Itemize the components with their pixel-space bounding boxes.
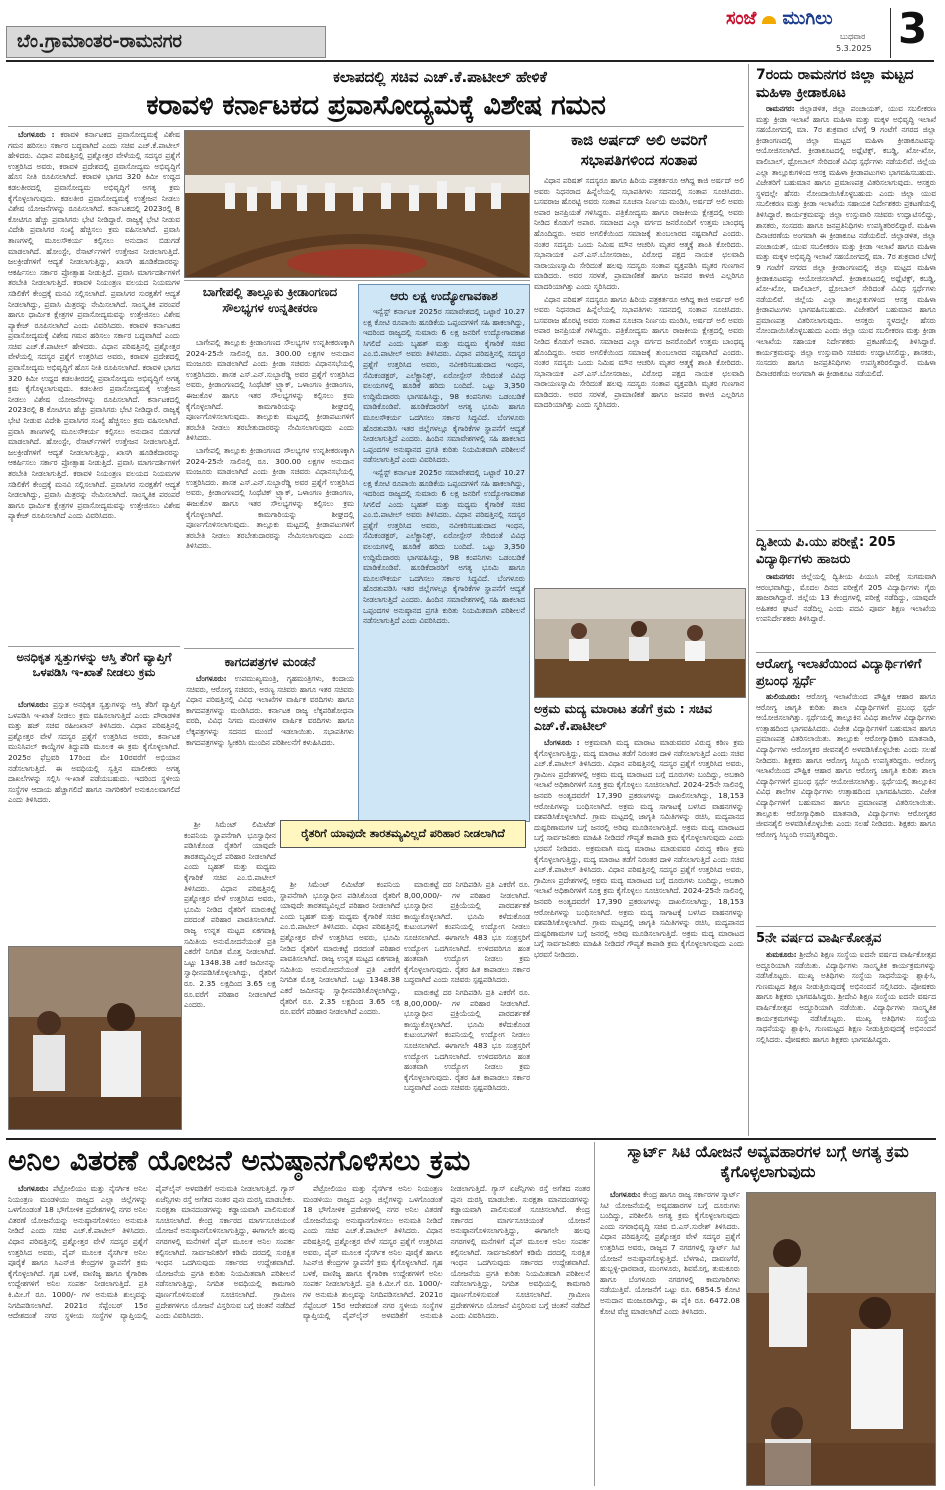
puc-body: ರಾಮನಗರ: ಜಿಲ್ಲೆಯಲ್ಲಿ ದ್ವಿತೀಯ ಪಿಯುಸಿ ಪರೀಕ್ಷೆ ಸುಗಮವಾಗಿ ಆರಂಭವಾಗಿದ್ದು, ಮೊದಲ ದಿನದ ಪರೀಕ್ಷೆಗೆ 205 ವಿದ್ಯಾರ್ಥಿಗಳು ಗೈರು ಹಾಜರಾಗಿದ್ದಾರೆ. ಜಿಲ್ಲೆಯ 13 ಕೇಂದ್ರಗಳಲ್ಲಿ ಪರೀಕ್ಷೆ ನಡೆದಿದ್ದು, ಯಾವುದೇ ಅಹಿತಕರ ಘಟನೆ ನಡೆದಿಲ್ಲ ಎಂದು ಪದವಿ ಪೂರ್ವ ಶಿಕ್ಷಣ ಇಲಾಖೆಯ ಉಪನಿರ್ದೇಶಕರು ತಿಳಿಸಿದ್ದಾರೆ. bbox=[756, 572, 936, 624]
brand-part1: ಸಂಜೆ bbox=[726, 8, 757, 29]
section-banner bbox=[6, 26, 326, 58]
assembly-photo bbox=[184, 130, 530, 278]
meeting-photo bbox=[534, 588, 746, 698]
liquor-body: ಬೆಂಗಳೂರು : ಅಕ್ರಮವಾಗಿ ಮದ್ಯ ಮಾರಾಟ ಮಾಡುವವರ ವಿರುದ್ಧ ಕಠಿಣ ಕ್ರಮ ಕೈಗೊಳ್ಳಲಾಗುತ್ತಿದ್ದು, ಮದ್ಯ ಮಾರಾಟ ತಡೆಗೆ ನಿರಂತರ ದಾಳಿ ನಡೆಸಲಾಗುತ್ತಿದೆ ಎಂದು ಸಚಿವ ಎಚ್.ಕೆ.ಪಾಟೀಲ್ ತಿಳಿಸಿದರು. ವಿಧಾನ ಪರಿಷತ್ತಿನಲ್ಲಿ ಸದಸ್ಯರ ಪ್ರಶ್ನೆಗೆ ಉತ್ತರಿಸಿದ ಅವರು, ಗ್ರಾಮೀಣ ಪ್ರದೇಶಗಳಲ್ಲಿ ಅಕ್ರಮ ಮದ್ಯ ಮಾರಾಟದ ಬಗ್ಗೆ ದೂರುಗಳು ಬಂದಿದ್ದು, ಅಬಕಾರಿ ಇಲಾಖೆ ಅಧಿಕಾರಿಗಳಿಗೆ ಸೂಕ್ತ ಕ್ರಮ ಕೈಗೊಳ್ಳಲು ಸೂಚಿಸಲಾಗಿದೆ. 2024-25ನೇ ಸಾಲಿನಲ್ಲಿ ಜನವರಿ ಅಂತ್ಯದವರೆಗೆ 17,390 ಪ್ರಕರಣಗಳನ್ನು ದಾಖಲಿಸಲಾಗಿದ್ದು, 18,153 ಆರೋಪಿಗಳನ್ನು ಬಂಧಿಸಲಾಗಿದೆ. ಅಕ್ರಮ ಮದ್ಯ ಸಾಗಾಟಕ್ಕೆ ಬಳಸಿದ ವಾಹನಗಳನ್ನು ವಶಪಡಿಸಿಕೊಳ್ಳಲಾಗಿದೆ. ಗ್ರಾಮ ಮಟ್ಟದಲ್ಲಿ ಜಾಗೃತಿ ಸಮಿತಿಗಳನ್ನು ರಚಿಸಿ, ಮದ್ಯಪಾನದ ದುಷ್ಪರಿಣಾಮಗಳ ಬಗ್ಗೆ ಜನರಲ್ಲಿ ಅರಿವು ಮೂಡಿಸಲಾಗುತ್ತಿದೆ. ಅಕ್ರಮ ಮದ್ಯ ಮಾರಾಟದ ಬಗ್ಗೆ ಸಾರ್ವಜನಿಕರು ಮಾಹಿತಿ ನೀಡಿದರೆ ಗೌಪ್ಯತೆ ಕಾಪಾಡಿ ಕ್ರಮ ಕೈಗೊಳ್ಳಲಾಗುವುದು ಎಂದು ಭರವಸೆ ನೀಡಿದರು. ಅಕ್ರಮವಾಗಿ ಮದ್ಯ ಮಾರಾಟ ಮಾಡುವವರ ವಿರುದ್ಧ ಕಠಿಣ ಕ್ರಮ ಕೈಗೊಳ್ಳಲಾಗುತ್ತಿದ್ದು, ಮದ್ಯ ಮಾರಾಟ ತಡೆಗೆ ನಿರಂತರ ದಾಳಿ ನಡೆಸಲಾಗುತ್ತಿದೆ ಎಂದು ಸಚಿವ ಎಚ್.ಕೆ.ಪಾಟೀಲ್ ತಿಳಿಸಿದರು. ವಿಧಾನ ಪರಿಷತ್ತಿನಲ್ಲಿ ಸದಸ್ಯರ ಪ್ರಶ್ನೆಗೆ ಉತ್ತರಿಸಿದ ಅವರು, ಗ್ರಾಮೀಣ ಪ್ರದೇಶಗಳಲ್ಲಿ ಅಕ್ರಮ ಮದ್ಯ ಮಾರಾಟದ ಬಗ್ಗೆ ದೂರುಗಳು ಬಂದಿದ್ದು, ಅಬಕಾರಿ ಇಲಾಖೆ ಅಧಿಕಾರಿಗಳಿಗೆ ಸೂಕ್ತ ಕ್ರಮ ಕೈಗೊಳ್ಳಲು ಸೂಚಿಸಲಾಗಿದೆ. 2024-25ನೇ ಸಾಲಿನಲ್ಲಿ ಜನವರಿ ಅಂತ್ಯದವರೆಗೆ 17,390 ಪ್ರಕರಣಗಳನ್ನು ದಾಖಲಿಸಲಾಗಿದ್ದು, 18,153 ಆರೋಪಿಗಳನ್ನು ಬಂಧಿಸಲಾಗಿದೆ. ಅಕ್ರಮ ಮದ್ಯ ಸಾಗಾಟಕ್ಕೆ ಬಳಸಿದ ವಾಹನಗಳನ್ನು ವಶಪಡಿಸಿಕೊಳ್ಳಲಾಗಿದೆ. ಗ್ರಾಮ ಮಟ್ಟದಲ್ಲಿ ಜಾಗೃತಿ ಸಮಿತಿಗಳನ್ನು ರಚಿಸಿ, ಮದ್ಯಪಾನದ ದುಷ್ಪರಿಣಾಮಗಳ ಬಗ್ಗೆ ಜನರಲ್ಲಿ ಅರಿವು ಮೂಡಿಸಲಾಗುತ್ತಿದೆ. ಅಕ್ರಮ ಮದ್ಯ ಮಾರಾಟದ ಬಗ್ಗೆ ಸಾರ್ವಜನಿಕರು ಮಾಹಿತಿ ನೀಡಿದರೆ ಗೌಪ್ಯತೆ ಕಾಪಾಡಿ ಕ್ರಮ ಕೈಗೊಳ್ಳಲಾಗುವುದು ಎಂದು ಭರವಸೆ ನೀಡಿದರು. bbox=[534, 738, 744, 959]
gas-body: ಬೆಂಗಳೂರು: ಪೆಟ್ರೋಲಿಯಂ ಮತ್ತು ನೈಸರ್ಗಿಕ ಅನಿಲ ನಿಯಂತ್ರಣ ಮಂಡಳಿಯು ರಾಜ್ಯದ ಎಲ್ಲಾ ಜಿಲ್ಲೆಗಳನ್ನು ಒಳಗೊಂಡಂತೆ 18 ಭೌಗೋಳಿಕ ಪ್ರದೇಶಗಳಲ್ಲಿ ನಗರ ಅನಿಲ ವಿತರಣೆ ಯೋಜನೆಯನ್ನು ಅನುಷ್ಠಾನಗೊಳಿಸಲು ಅನುಮತಿ ನೀಡಿದೆ ಎಂದು ಸಚಿವ ಎಚ್.ಕೆ.ಪಾಟೀಲ್ ತಿಳಿಸಿದರು. ವಿಧಾನ ಪರಿಷತ್ತಿನಲ್ಲಿ ಪ್ರಶ್ನೋತ್ತರ ವೇಳೆ ಸದಸ್ಯರ ಪ್ರಶ್ನೆಗೆ ಉತ್ತರಿಸಿದ ಅವರು, ಪೈಪ್ ಮೂಲಕ ನೈಸರ್ಗಿಕ ಅನಿಲ ಪೂರೈಕೆ ಹಾಗೂ ಸಿಎನ್‌ಜಿ ಕೇಂದ್ರಗಳ ಸ್ಥಾಪನೆಗೆ ಕ್ರಮ ಕೈಗೊಳ್ಳಲಾಗಿದೆ. ಗೃಹ ಬಳಕೆ, ವಾಣಿಜ್ಯ ಹಾಗೂ ಕೈಗಾರಿಕಾ ಉದ್ದೇಶಗಳಿಗೆ ಅನಿಲ ಸಂಪರ್ಕ ನೀಡಲಾಗುತ್ತಿದೆ. ಪ್ರತಿ ಕಿ.ಮೀ.ಗೆ ರೂ. 1000/- ಗಳ ಅನುಮತಿ ಶುಲ್ಕವನ್ನು ನಿಗದಿಪಡಿಸಲಾಗಿದೆ. 2021ರ ಸೆಪ್ಟೆಂಬರ್ 15ರ ಆದೇಶದಂತೆ ನಗರ ಸ್ಥಳೀಯ ಸಂಸ್ಥೆಗಳ ವ್ಯಾಪ್ತಿಯಲ್ಲಿ ಪೈಪ್‌ಲೈನ್ ಅಳವಡಿಕೆಗೆ ಅನುಮತಿ ನೀಡಲಾಗುತ್ತಿದೆ. ಗ್ಯಾಸ್ ಏಜೆನ್ಸಿಗಳು ರಸ್ತೆ ಅಗೆತದ ನಂತರ ಪುನಃ ದುರಸ್ತಿ ಮಾಡಬೇಕು. ಸುರಕ್ಷತಾ ಮಾನದಂಡಗಳನ್ನು ಕಡ್ಡಾಯವಾಗಿ ಪಾಲಿಸುವಂತೆ ಸೂಚಿಸಲಾಗಿದೆ. ಕೇಂದ್ರ ಸರ್ಕಾರದ ಮಾರ್ಗಸೂಚಿಯಂತೆ ಯೋಜನೆ ಅನುಷ್ಠಾನಗೊಳಿಸಲಾಗುತ್ತಿದ್ದು, ಈಗಾಗಲೇ ಹಲವು ನಗರಗಳಲ್ಲಿ ಮನೆಗಳಿಗೆ ಪೈಪ್ ಮೂಲಕ ಅನಿಲ ಸಂಪರ್ಕ ಕಲ್ಪಿಸಲಾಗಿದೆ. ಸಾರ್ವಜನಿಕರಿಗೆ ಕಡಿಮೆ ದರದಲ್ಲಿ ಸುರಕ್ಷಿತ ಇಂಧನ ಒದಗಿಸುವುದು ಸರ್ಕಾರದ ಉದ್ದೇಶವಾಗಿದೆ. ಯೋಜನೆಯ ಪ್ರಗತಿ ಕುರಿತು ನಿಯಮಿತವಾಗಿ ಪರಿಶೀಲನೆ ನಡೆಸಲಾಗುತ್ತಿದ್ದು, ನಿಗದಿತ ಅವಧಿಯಲ್ಲಿ ಕಾಮಗಾರಿ ಪೂರ್ಣಗೊಳಿಸುವಂತೆ ಸೂಚಿಸಲಾಗಿದೆ. ಗ್ರಾಮೀಣ ಪ್ರದೇಶಗಳಿಗೂ ಯೋಜನೆ ವಿಸ್ತರಿಸುವ ಬಗ್ಗೆ ಚಿಂತನೆ ನಡೆದಿದೆ ಎಂದು ವಿವರಿಸಿದರು. ಪೆಟ್ರೋಲಿಯಂ ಮತ್ತು ನೈಸರ್ಗಿಕ ಅನಿಲ ನಿಯಂತ್ರಣ ಮಂಡಳಿಯು ರಾಜ್ಯದ ಎಲ್ಲಾ ಜಿಲ್ಲೆಗಳನ್ನು ಒಳಗೊಂಡಂತೆ 18 ಭೌಗೋಳಿಕ ಪ್ರದೇಶಗಳಲ್ಲಿ ನಗರ ಅನಿಲ ವಿತರಣೆ ಯೋಜನೆಯನ್ನು ಅನುಷ್ಠಾನಗೊಳಿಸಲು ಅನುಮತಿ ನೀಡಿದೆ ಎಂದು ಸಚಿವ ಎಚ್.ಕೆ.ಪಾಟೀಲ್ ತಿಳಿಸಿದರು. ವಿಧಾನ ಪರಿಷತ್ತಿನಲ್ಲಿ ಪ್ರಶ್ನೋತ್ತರ ವೇಳೆ ಸದಸ್ಯರ ಪ್ರಶ್ನೆಗೆ ಉತ್ತರಿಸಿದ ಅವರು, ಪೈಪ್ ಮೂಲಕ ನೈಸರ್ಗಿಕ ಅನಿಲ ಪೂರೈಕೆ ಹಾಗೂ ಸಿಎನ್‌ಜಿ ಕೇಂದ್ರಗಳ ಸ್ಥಾಪನೆಗೆ ಕ್ರಮ ಕೈಗೊಳ್ಳಲಾಗಿದೆ. ಗೃಹ ಬಳಕೆ, ವಾಣಿಜ್ಯ ಹಾಗೂ ಕೈಗಾರಿಕಾ ಉದ್ದೇಶಗಳಿಗೆ ಅನಿಲ ಸಂಪರ್ಕ ನೀಡಲಾಗುತ್ತಿದೆ. ಪ್ರತಿ ಕಿ.ಮೀ.ಗೆ ರೂ. 1000/- ಗಳ ಅನುಮತಿ ಶುಲ್ಕವನ್ನು ನಿಗದಿಪಡಿಸಲಾಗಿದೆ. 2021ರ ಸೆಪ್ಟೆಂಬರ್ 15ರ ಆದೇಶದಂತೆ ನಗರ ಸ್ಥಳೀಯ ಸಂಸ್ಥೆಗಳ ವ್ಯಾಪ್ತಿಯಲ್ಲಿ ಪೈಪ್‌ಲೈನ್ ಅಳವಡಿಕೆಗೆ ಅನುಮತಿ ನೀಡಲಾಗುತ್ತಿದೆ. ಗ್ಯಾಸ್ ಏಜೆನ್ಸಿಗಳು ರಸ್ತೆ ಅಗೆತದ ನಂತರ ಪುನಃ ದುರಸ್ತಿ ಮಾಡಬೇಕು. ಸುರಕ್ಷತಾ ಮಾನದಂಡಗಳನ್ನು ಕಡ್ಡಾಯವಾಗಿ ಪಾಲಿಸುವಂತೆ ಸೂಚಿಸಲಾಗಿದೆ. ಕೇಂದ್ರ ಸರ್ಕಾರದ ಮಾರ್ಗಸೂಚಿಯಂತೆ ಯೋಜನೆ ಅನುಷ್ಠಾನಗೊಳಿಸಲಾಗುತ್ತಿದ್ದು, ಈಗಾಗಲೇ ಹಲವು ನಗರಗಳಲ್ಲಿ ಮನೆಗಳಿಗೆ ಪೈಪ್ ಮೂಲಕ ಅನಿಲ ಸಂಪರ್ಕ ಕಲ್ಪಿಸಲಾಗಿದೆ. ಸಾರ್ವಜನಿಕರಿಗೆ ಕಡಿಮೆ ದರದಲ್ಲಿ ಸುರಕ್ಷಿತ ಇಂಧನ ಒದಗಿಸುವುದು ಸರ್ಕಾರದ ಉದ್ದೇಶವಾಗಿದೆ. ಯೋಜನೆಯ ಪ್ರಗತಿ ಕುರಿತು ನಿಯಮಿತವಾಗಿ ಪರಿಶೀಲನೆ ನಡೆಸಲಾಗುತ್ತಿದ್ದು, ನಿಗದಿತ ಅವಧಿಯಲ್ಲಿ ಕಾಮಗಾರಿ ಪೂರ್ಣಗೊಳಿಸುವಂತೆ ಸೂಚಿಸಲಾಗಿದೆ. ಗ್ರಾಮೀಣ ಪ್ರದೇಶಗಳಿಗೂ ಯೋಜನೆ ವಿಸ್ತರಿಸುವ ಬಗ್ಗೆ ಚಿಂತನೆ ನಡೆದಿದೆ ಎಂದು ವಿವರಿಸಿದರು. bbox=[8, 1184, 590, 1321]
documents-headline: ಕಾಗದಪತ್ರಗಳ ಮಂಡನೆ bbox=[224, 654, 316, 669]
health-headline: ಆರೋಗ್ಯ ಇಲಾಖೆಯಿಂದ ವಿದ್ಯಾರ್ಥಿಗಳಿಗೆ ಪ್ರಬಂಧ ಸ್ಪರ್ಧೆ bbox=[756, 657, 922, 689]
smartcity-headline: ಸ್ಮಾರ್ಟ್ ಸಿಟಿ ಯೋಜನೆ ಅವ್ಯವಹಾರಗಳ ಬಗ್ಗೆ ಅಗತ್ಯ ಕ್ರಮ ಕೈಗೊಳ್ಳಲಾಗುವುದು bbox=[627, 1143, 909, 1181]
farmers-body-center: ಶ್ರೀ ಸಿಮೆಂಟ್ ಲಿಮಿಟೆಡ್ ಕಂಪನಿಯ ಸ್ಥಾಪನೆಗಾಗಿ ಭೂಸ್ವಾಧೀನ ಪಡಿಸಿಕೊಂಡ ರೈತರಿಗೆ ಯಾವುದೇ ತಾರತಮ್ಯವಿಲ್ಲದೆ ಪರಿಹಾರ ನೀಡಲಾಗಿದೆ ಎಂದು ಬೃಹತ್ ಮತ್ತು ಮಧ್ಯಮ ಕೈಗಾರಿಕೆ ಸಚಿವ ಎಂ.ಬಿ.ಪಾಟೀಲ್ ತಿಳಿಸಿದರು. ವಿಧಾನ ಪರಿಷತ್ತಿನಲ್ಲಿ ಪ್ರಶ್ನೋತ್ತರ ವೇಳೆ ಉತ್ತರಿಸಿದ ಅವರು, ಭೂಮಿ ನೀಡಿದ ರೈತರಿಗೆ ಮಾರುಕಟ್ಟೆ ದರದಂತೆ ಪರಿಹಾರ ಪಾವತಿಸಲಾಗಿದೆ. ರಾಜ್ಯ ಉನ್ನತ ಮಟ್ಟದ ಏಕಗವಾಕ್ಷಿ ಸಮಿತಿಯ ಅನುಮೋದನೆಯಂತೆ ಪ್ರತಿ ಎಕರೆಗೆ ನಿಗದಿತ ಮೊತ್ತ ನೀಡಲಾಗಿದೆ. ಒಟ್ಟು 1348.38 ಎಕರೆ ಜಮೀನನ್ನು ಸ್ವಾಧೀನಪಡಿಸಿಕೊಳ್ಳಲಾಗಿದ್ದು, ರೈತರಿಗೆ ರೂ. 2.35 ಲಕ್ಷದಿಂದ 3.65 ಲಕ್ಷ ರೂ.ವರೆಗೆ ಪರಿಹಾರ ನೀಡಲಾಗಿದೆ ಎಂದರು. bbox=[280, 880, 400, 1017]
lead-body: ಬೆಂಗಳೂರು : ಕರಾವಳಿ ಕರ್ನಾಟಕದ ಪ್ರವಾಸೋದ್ಯಮಕ್ಕೆ ವಿಶೇಷ ಗಮನ ಹರಿಸಲು ಸರ್ಕಾರ ಬದ್ಧವಾಗಿದೆ ಎಂದು ಸಚಿವ ಎಚ್.ಕೆ.ಪಾಟೀಲ್ ಹೇಳಿದರು. ವಿಧಾನ ಪರಿಷತ್ತಿನಲ್ಲಿ ಪ್ರಶ್ನೋತ್ತರ ವೇಳೆಯಲ್ಲಿ ಸದಸ್ಯರ ಪ್ರಶ್ನೆಗೆ ಉತ್ತರಿಸಿದ ಅವರು, ಕರಾವಳಿ ಪ್ರದೇಶದಲ್ಲಿ ಪ್ರವಾಸೋದ್ಯಮ ಅಭಿವೃದ್ಧಿಗೆ ಹೊಸ ನೀತಿ ರೂಪಿಸಲಾಗಿದೆ. ಕರಾವಳಿ ಭಾಗದ 320 ಕಿಮೀ ಉದ್ದದ ಕಡಲತೀರದಲ್ಲಿ ಪ್ರವಾಸೋದ್ಯಮ ಅಭಿವೃದ್ಧಿಗೆ ಅಗತ್ಯ ಕ್ರಮ ಕೈಗೊಳ್ಳಲಾಗುವುದು. ಕಡಲತೀರ ಪ್ರವಾಸೋದ್ಯಮಕ್ಕೆ ಉತ್ತೇಜನ ನೀಡಲು ವಿಶೇಷ ಯೋಜನೆಗಳನ್ನು ರೂಪಿಸಲಾಗಿದೆ. ಕರ್ನಾಟಕದಲ್ಲಿ 2023ರಲ್ಲಿ 8 ಕೋಟಿಗೂ ಹೆಚ್ಚು ಪ್ರವಾಸಿಗರು ಭೇಟಿ ನೀಡಿದ್ದಾರೆ. ರಾಜ್ಯಕ್ಕೆ ಭೇಟಿ ನೀಡುವ ವಿದೇಶಿ ಪ್ರವಾಸಿಗರ ಸಂಖ್ಯೆ ಹೆಚ್ಚಿಸಲು ಕ್ರಮ ವಹಿಸಲಾಗಿದೆ. ಪ್ರವಾಸಿ ತಾಣಗಳಲ್ಲಿ ಮೂಲಸೌಕರ್ಯ ಕಲ್ಪಿಸಲು ಅನುದಾನ ಬಿಡುಗಡೆ ಮಾಡಲಾಗಿದೆ. ಹೋಂಸ್ಟೇ, ರೆಸಾರ್ಟ್‌ಗಳಿಗೆ ಉತ್ತೇಜನ ನೀಡಲಾಗುತ್ತಿದೆ. ಜಲಕ್ರೀಡೆಗಳಿಗೆ ಆದ್ಯತೆ ನೀಡಲಾಗುತ್ತಿದ್ದು, ಖಾಸಗಿ ಹೂಡಿಕೆದಾರರನ್ನು ಆಕರ್ಷಿಸಲು ಸರ್ಕಾರ ಪ್ರೋತ್ಸಾಹ ನೀಡುತ್ತಿದೆ. ಪ್ರವಾಸಿ ಮಾರ್ಗದರ್ಶಿಗಳಿಗೆ ತರಬೇತಿ ನೀಡಲಾಗುತ್ತಿದೆ. ಕರಾವಳಿ ನಿಯಂತ್ರಣ ವಲಯದ ನಿಯಮಗಳ ಸಡಿಲಿಕೆಗೆ ಕೇಂದ್ರಕ್ಕೆ ಮನವಿ ಸಲ್ಲಿಸಲಾಗಿದೆ. ಪ್ರವಾಸಿಗರ ಸುರಕ್ಷತೆಗೆ ಆದ್ಯತೆ ನೀಡಲಾಗಿದ್ದು, ಪ್ರವಾಸಿ ಮಿತ್ರರನ್ನು ನೇಮಿಸಲಾಗಿದೆ. ಸಾಂಸ್ಕೃತಿಕ ಪರಂಪರೆ ಹಾಗೂ ಧಾರ್ಮಿಕ ಕ್ಷೇತ್ರಗಳ ಪ್ರವಾಸೋದ್ಯಮವನ್ನು ಉತ್ತೇಜಿಸಲು ವಿಶೇಷ ಪ್ಯಾಕೇಜ್ ರೂಪಿಸಲಾಗಿದೆ ಎಂದು ವಿವರಿಸಿದರು. ಕರಾವಳಿ ಕರ್ನಾಟಕದ ಪ್ರವಾಸೋದ್ಯಮಕ್ಕೆ ವಿಶೇಷ ಗಮನ ಹರಿಸಲು ಸರ್ಕಾರ ಬದ್ಧವಾಗಿದೆ ಎಂದು ಸಚಿವ ಎಚ್.ಕೆ.ಪಾಟೀಲ್ ಹೇಳಿದರು. ವಿಧಾನ ಪರಿಷತ್ತಿನಲ್ಲಿ ಪ್ರಶ್ನೋತ್ತರ ವೇಳೆಯಲ್ಲಿ ಸದಸ್ಯರ ಪ್ರಶ್ನೆಗೆ ಉತ್ತರಿಸಿದ ಅವರು, ಕರಾವಳಿ ಪ್ರದೇಶದಲ್ಲಿ ಪ್ರವಾಸೋದ್ಯಮ ಅಭಿವೃದ್ಧಿಗೆ ಹೊಸ ನೀತಿ ರೂಪಿಸಲಾಗಿದೆ. ಕರಾವಳಿ ಭಾಗದ 320 ಕಿಮೀ ಉದ್ದದ ಕಡಲತೀರದಲ್ಲಿ ಪ್ರವಾಸೋದ್ಯಮ ಅಭಿವೃದ್ಧಿಗೆ ಅಗತ್ಯ ಕ್ರಮ ಕೈಗೊಳ್ಳಲಾಗುವುದು. ಕಡಲತೀರ ಪ್ರವಾಸೋದ್ಯಮಕ್ಕೆ ಉತ್ತೇಜನ ನೀಡಲು ವಿಶೇಷ ಯೋಜನೆಗಳನ್ನು ರೂಪಿಸಲಾಗಿದೆ. ಕರ್ನಾಟಕದಲ್ಲಿ 2023ರಲ್ಲಿ 8 ಕೋಟಿಗೂ ಹೆಚ್ಚು ಪ್ರವಾಸಿಗರು ಭೇಟಿ ನೀಡಿದ್ದಾರೆ. ರಾಜ್ಯಕ್ಕೆ ಭೇಟಿ ನೀಡುವ ವಿದೇಶಿ ಪ್ರವಾಸಿಗರ ಸಂಖ್ಯೆ ಹೆಚ್ಚಿಸಲು ಕ್ರಮ ವಹಿಸಲಾಗಿದೆ. ಪ್ರವಾಸಿ ತಾಣಗಳಲ್ಲಿ ಮೂಲಸೌಕರ್ಯ ಕಲ್ಪಿಸಲು ಅನುದಾನ ಬಿಡುಗಡೆ ಮಾಡಲಾಗಿದೆ. ಹೋಂಸ್ಟೇ, ರೆಸಾರ್ಟ್‌ಗಳಿಗೆ ಉತ್ತೇಜನ ನೀಡಲಾಗುತ್ತಿದೆ. ಜಲಕ್ರೀಡೆಗಳಿಗೆ ಆದ್ಯತೆ ನೀಡಲಾಗುತ್ತಿದ್ದು, ಖಾಸಗಿ ಹೂಡಿಕೆದಾರರನ್ನು ಆಕರ್ಷಿಸಲು ಸರ್ಕಾರ ಪ್ರೋತ್ಸಾಹ ನೀಡುತ್ತಿದೆ. ಪ್ರವಾಸಿ ಮಾರ್ಗದರ್ಶಿಗಳಿಗೆ ತರಬೇತಿ ನೀಡಲಾಗುತ್ತಿದೆ. ಕರಾವಳಿ ನಿಯಂತ್ರಣ ವಲಯದ ನಿಯಮಗಳ ಸಡಿಲಿಕೆಗೆ ಕೇಂದ್ರಕ್ಕೆ ಮನವಿ ಸಲ್ಲಿಸಲಾಗಿದೆ. ಪ್ರವಾಸಿಗರ ಸುರಕ್ಷತೆಗೆ ಆದ್ಯತೆ ನೀಡಲಾಗಿದ್ದು, ಪ್ರವಾಸಿ ಮಿತ್ರರನ್ನು ನೇಮಿಸಲಾಗಿದೆ. ಸಾಂಸ್ಕೃತಿಕ ಪರಂಪರೆ ಹಾಗೂ ಧಾರ್ಮಿಕ ಕ್ಷೇತ್ರಗಳ ಪ್ರವಾಸೋದ್ಯಮವನ್ನು ಉತ್ತೇಜಿಸಲು ವಿಶೇಷ ಪ್ಯಾಕೇಜ್ ರೂಪಿಸಲಾಗಿದೆ ಎಂದು ವಿವರಿಸಿದರು. bbox=[8, 130, 180, 521]
jobs-body: ಇನ್ವೆಸ್ಟ್ ಕರ್ನಾಟಕ 2025ರ ಸಮಾವೇಶದಲ್ಲಿ ಒಟ್ಟಾರೆ 10.27 ಲಕ್ಷ ಕೋಟಿ ರೂಪಾಯಿ ಹೂಡಿಕೆಯ ಒಪ್ಪಂದಗಳಿಗೆ ಸಹಿ ಹಾಕಲಾಗಿದ್ದು, ಇದರಿಂದ ರಾಜ್ಯದಲ್ಲಿ ಸುಮಾರು 6 ಲಕ್ಷ ಜನರಿಗೆ ಉದ್ಯೋಗಾವಕಾಶ ಸಿಗಲಿದೆ ಎಂದು ಬೃಹತ್ ಮತ್ತು ಮಧ್ಯಮ ಕೈಗಾರಿಕೆ ಸಚಿವ ಎಂ.ಬಿ.ಪಾಟೀಲ್ ಅವರು ತಿಳಿಸಿದರು. ವಿಧಾನ ಪರಿಷತ್ತಿನಲ್ಲಿ ಸದಸ್ಯರ ಪ್ರಶ್ನೆಗೆ ಉತ್ತರಿಸಿದ ಅವರು, ನವೀಕರಿಸಬಹುದಾದ ಇಂಧನ, ಸೆಮಿಕಂಡಕ್ಟರ್, ಎಲೆಕ್ಟ್ರಾನಿಕ್ಸ್, ಏರೋಸ್ಪೇಸ್ ಸೇರಿದಂತೆ ವಿವಿಧ ವಲಯಗಳಲ್ಲಿ ಹೂಡಿಕೆ ಹರಿದು ಬಂದಿದೆ. ಒಟ್ಟು 3,350 ಉದ್ದಿಮೆದಾರರು ಭಾಗವಹಿಸಿದ್ದು, 98 ಕಂಪನಿಗಳು ಒಡಂಬಡಿಕೆ ಮಾಡಿಕೊಂಡಿವೆ. ಹೂಡಿಕೆದಾರರಿಗೆ ಅಗತ್ಯ ಭೂಮಿ ಹಾಗೂ ಮೂಲಸೌಕರ್ಯ ಒದಗಿಸಲು ಸರ್ಕಾರ ಸಿದ್ಧವಿದೆ. ಬೆಂಗಳೂರು ಹೊರತುಪಡಿಸಿ ಇತರ ಜಿಲ್ಲೆಗಳಲ್ಲೂ ಕೈಗಾರಿಕೆಗಳ ಸ್ಥಾಪನೆಗೆ ಆದ್ಯತೆ ನೀಡಲಾಗುತ್ತಿದೆ ಎಂದರು. ಹಿಂದಿನ ಸಮಾವೇಶಗಳಲ್ಲಿ ಸಹಿ ಹಾಕಲಾದ ಒಪ್ಪಂದಗಳ ಅನುಷ್ಠಾನದ ಪ್ರಗತಿ ಕುರಿತು ನಿಯಮಿತವಾಗಿ ಪರಿಶೀಲನೆ ನಡೆಸಲಾಗುತ್ತಿದೆ ಎಂದು ವಿವರಿಸಿದರು. ಇನ್ವೆಸ್ಟ್ ಕರ್ನಾಟಕ 2025ರ ಸಮಾವೇಶದಲ್ಲಿ ಒಟ್ಟಾರೆ 10.27 ಲಕ್ಷ ಕೋಟಿ ರೂಪಾಯಿ ಹೂಡಿಕೆಯ ಒಪ್ಪಂದಗಳಿಗೆ ಸಹಿ ಹಾಕಲಾಗಿದ್ದು, ಇದರಿಂದ ರಾಜ್ಯದಲ್ಲಿ ಸುಮಾರು 6 ಲಕ್ಷ ಜನರಿಗೆ ಉದ್ಯೋಗಾವಕಾಶ ಸಿಗಲಿದೆ ಎಂದು ಬೃಹತ್ ಮತ್ತು ಮಧ್ಯಮ ಕೈಗಾರಿಕೆ ಸಚಿವ ಎಂ.ಬಿ.ಪಾಟೀಲ್ ಅವರು ತಿಳಿಸಿದರು. ವಿಧಾನ ಪರಿಷತ್ತಿನಲ್ಲಿ ಸದಸ್ಯರ ಪ್ರಶ್ನೆಗೆ ಉತ್ತರಿಸಿದ ಅವರು, ನವೀಕರಿಸಬಹುದಾದ ಇಂಧನ, ಸೆಮಿಕಂಡಕ್ಟರ್, ಎಲೆಕ್ಟ್ರಾನಿಕ್ಸ್, ಏರೋಸ್ಪೇಸ್ ಸೇರಿದಂತೆ ವಿವಿಧ ವಲಯಗಳಲ್ಲಿ ಹೂಡಿಕೆ ಹರಿದು ಬಂದಿದೆ. ಒಟ್ಟು 3,350 ಉದ್ದಿಮೆದಾರರು ಭಾಗವಹಿಸಿದ್ದು, 98 ಕಂಪನಿಗಳು ಒಡಂಬಡಿಕೆ ಮಾಡಿಕೊಂಡಿವೆ. ಹೂಡಿಕೆದಾರರಿಗೆ ಅಗತ್ಯ ಭೂಮಿ ಹಾಗೂ ಮೂಲಸೌಕರ್ಯ ಒದಗಿಸಲು ಸರ್ಕಾರ ಸಿದ್ಧವಿದೆ. ಬೆಂಗಳೂರು ಹೊರತುಪಡಿಸಿ ಇತರ ಜಿಲ್ಲೆಗಳಲ್ಲೂ ಕೈಗಾರಿಕೆಗಳ ಸ್ಥಾಪನೆಗೆ ಆದ್ಯತೆ ನೀಡಲಾಗುತ್ತಿದೆ ಎಂದರು. ಹಿಂದಿನ ಸಮಾವೇಶಗಳಲ್ಲಿ ಸಹಿ ಹಾಕಲಾದ ಒಪ್ಪಂದಗಳ ಅನುಷ್ಠಾನದ ಪ್ರಗತಿ ಕುರಿತು ನಿಯಮಿತವಾಗಿ ಪರಿಶೀಲನೆ ನಡೆಸಲಾಗುತ್ತಿದೆ ಎಂದು ವಿವರಿಸಿದರು. bbox=[363, 307, 525, 626]
brand-logo bbox=[726, 8, 886, 34]
khazi-body: ವಿಧಾನ ಪರಿಷತ್ ಸದಸ್ಯರೂ ಹಾಗೂ ಹಿರಿಯ ಪತ್ರಕರ್ತರೂ ಆಗಿದ್ದ ಕಾಜಿ ಅರ್ಷದ್ ಅಲಿ ಅವರು ನಿಧನರಾದ ಹಿನ್ನೆಲೆಯಲ್ಲಿ ಸಭಾಪತಿಗಳು ಸದನದಲ್ಲಿ ಸಂತಾಪ ಸೂಚಿಸಿದರು. ಬಸವರಾಜ ಹೊರಟ್ಟಿ ಅವರು ಸಂತಾಪ ಸೂಚನಾ ನಿರ್ಣಯ ಮಂಡಿಸಿ, ಅರ್ಷದ್ ಅಲಿ ಅವರು ಅಪಾರ ಜನಪ್ರಿಯತೆ ಗಳಿಸಿದ್ದರು. ಪತ್ರಿಕೋದ್ಯಮ ಹಾಗೂ ರಾಜಕೀಯ ಕ್ಷೇತ್ರದಲ್ಲಿ ಅವರು ನೀಡಿದ ಕೊಡುಗೆ ಅಪಾರ. ಸಮಾಜದ ಎಲ್ಲಾ ವರ್ಗದ ಜನರೊಂದಿಗೆ ಉತ್ತಮ ಬಾಂಧವ್ಯ ಹೊಂದಿದ್ದರು. ಅವರ ಅಗಲಿಕೆಯಿಂದ ಸಮಾಜಕ್ಕೆ ತುಂಬಲಾರದ ನಷ್ಟವಾಗಿದೆ ಎಂದರು. ನಂತರ ಸದಸ್ಯರು ಒಂದು ನಿಮಿಷ ಮೌನ ಆಚರಿಸಿ ಮೃತರ ಆತ್ಮಕ್ಕೆ ಶಾಂತಿ ಕೋರಿದರು. ಸಭಾನಾಯಕ ಎನ್.ಎಸ್.ಬೋಸರಾಜು, ವಿರೋಧ ಪಕ್ಷದ ನಾಯಕ ಛಲವಾದಿ ನಾರಾಯಣಸ್ವಾಮಿ ಸೇರಿದಂತೆ ಹಲವು ಸದಸ್ಯರು ಸಂತಾಪ ವ್ಯಕ್ತಪಡಿಸಿ ಮೃತರ ಗುಣಗಾನ ಮಾಡಿದರು. ಅವರ ಸರಳತೆ, ಪ್ರಾಮಾಣಿಕತೆ ಹಾಗೂ ಜನಪರ ಕಾಳಜಿ ಎಲ್ಲರಿಗೂ ಮಾದರಿಯಾಗಿತ್ತು ಎಂದು ಸ್ಮರಿಸಿದರು. ವಿಧಾನ ಪರಿಷತ್ ಸದಸ್ಯರೂ ಹಾಗೂ ಹಿರಿಯ ಪತ್ರಕರ್ತರೂ ಆಗಿದ್ದ ಕಾಜಿ ಅರ್ಷದ್ ಅಲಿ ಅವರು ನಿಧನರಾದ ಹಿನ್ನೆಲೆಯಲ್ಲಿ ಸಭಾಪತಿಗಳು ಸದನದಲ್ಲಿ ಸಂತಾಪ ಸೂಚಿಸಿದರು. ಬಸವರಾಜ ಹೊರಟ್ಟಿ ಅವರು ಸಂತಾಪ ಸೂಚನಾ ನಿರ್ಣಯ ಮಂಡಿಸಿ, ಅರ್ಷದ್ ಅಲಿ ಅವರು ಅಪಾರ ಜನಪ್ರಿಯತೆ ಗಳಿಸಿದ್ದರು. ಪತ್ರಿಕೋದ್ಯಮ ಹಾಗೂ ರಾಜಕೀಯ ಕ್ಷೇತ್ರದಲ್ಲಿ ಅವರು ನೀಡಿದ ಕೊಡುಗೆ ಅಪಾರ. ಸಮಾಜದ ಎಲ್ಲಾ ವರ್ಗದ ಜನರೊಂದಿಗೆ ಉತ್ತಮ ಬಾಂಧವ್ಯ ಹೊಂದಿದ್ದರು. ಅವರ ಅಗಲಿಕೆಯಿಂದ ಸಮಾಜಕ್ಕೆ ತುಂಬಲಾರದ ನಷ್ಟವಾಗಿದೆ ಎಂದರು. ನಂತರ ಸದಸ್ಯರು ಒಂದು ನಿಮಿಷ ಮೌನ ಆಚರಿಸಿ ಮೃತರ ಆತ್ಮಕ್ಕೆ ಶಾಂತಿ ಕೋರಿದರು. ಸಭಾನಾಯಕ ಎನ್.ಎಸ್.ಬೋಸರಾಜು, ವಿರೋಧ ಪಕ್ಷದ ನಾಯಕ ಛಲವಾದಿ ನಾರಾಯಣಸ್ವಾಮಿ ಸೇರಿದಂತೆ ಹಲವು ಸದಸ್ಯರು ಸಂತಾಪ ವ್ಯಕ್ತಪಡಿಸಿ ಮೃತರ ಗುಣಗಾನ ಮಾಡಿದರು. ಅವರ ಸರಳತೆ, ಪ್ರಾಮಾಣಿಕತೆ ಹಾಗೂ ಜನಪರ ಕಾಳಜಿ ಎಲ್ಲರಿಗೂ ಮಾದರಿಯಾಗಿತ್ತು ಎಂದು ಸ್ಮರಿಸಿದರು. bbox=[534, 176, 744, 410]
ekhata-headline: ಅನಧಿಕೃತ ಸ್ವತ್ತುಗಳನ್ನು ಆಸ್ತಿ ತೆರಿಗೆ ವ್ಯಾಪ್ತಿಗೆ ಒಳಪಡಿಸಿ ಇ-ಖಾತೆ ನೀಡಲು ಕ್ರಮ bbox=[16, 650, 172, 679]
gas-headline: ಅನಿಲ ವಿತರಣೆ ಯೋಜನೆ ಅನುಷ್ಠಾನಗೊಳಿಸಲು ಕ್ರಮ bbox=[8, 1144, 471, 1177]
khazi-headline: ಕಾಜಿ ಅರ್ಷದ್ ಅಲಿ ಅವರಿಗೆ ಸಭಾಪತಿಗಳಿಂದ ಸಂತಾಪ bbox=[571, 131, 707, 169]
rural-sports-headline: 7ರಂದು ರಾಮನಗರ ಜಿಲ್ಲಾ ಮಟ್ಟದ ಮಹಿಳಾ ಕ್ರೀಡಾಕೂಟ bbox=[756, 67, 914, 101]
page-number: 3 bbox=[898, 4, 928, 53]
issue-date: 5.3.2025 bbox=[836, 44, 872, 53]
rural-sports-body: ರಾಮನಗರ: ಜಿಲ್ಲಾಡಳಿತ, ಜಿಲ್ಲಾ ಪಂಚಾಯತ್, ಯುವ ಸಬಲೀಕರಣ ಮತ್ತು ಕ್ರೀಡಾ ಇಲಾಖೆ ಹಾಗೂ ಮಹಿಳಾ ಮತ್ತು ಮಕ್ಕಳ ಅಭಿವೃದ್ಧಿ ಇಲಾಖೆ ಸಹಯೋಗದಲ್ಲಿ ಮಾ. 7ರ ಶುಕ್ರವಾರ ಬೆಳಗ್ಗೆ 9 ಗಂಟೆಗೆ ನಗರದ ಜಿಲ್ಲಾ ಕ್ರೀಡಾಂಗಣದಲ್ಲಿ ಜಿಲ್ಲಾ ಮಟ್ಟದ ಮಹಿಳಾ ಕ್ರೀಡಾಕೂಟವನ್ನು ಆಯೋಜಿಸಲಾಗಿದೆ. ಕ್ರೀಡಾಕೂಟದಲ್ಲಿ ಅಥ್ಲೆಟಿಕ್ಸ್, ಕಬಡ್ಡಿ, ಖೋ-ಖೋ, ವಾಲಿಬಾಲ್, ಥ್ರೋಬಾಲ್ ಸೇರಿದಂತೆ ವಿವಿಧ ಸ್ಪರ್ಧೆಗಳು ನಡೆಯಲಿವೆ. ಜಿಲ್ಲೆಯ ಎಲ್ಲಾ ತಾಲ್ಲೂಕುಗಳಿಂದ ಆಸಕ್ತ ಮಹಿಳಾ ಕ್ರೀಡಾಪಟುಗಳು ಭಾಗವಹಿಸಬಹುದು. ವಿಜೇತರಿಗೆ ಬಹುಮಾನ ಹಾಗೂ ಪ್ರಮಾಣಪತ್ರ ವಿತರಿಸಲಾಗುವುದು. ಆಸಕ್ತರು ಸ್ಥಳದಲ್ಲೇ ಹೆಸರು ನೋಂದಾಯಿಸಿಕೊಳ್ಳಬಹುದು ಎಂದು ಜಿಲ್ಲಾ ಯುವ ಸಬಲೀಕರಣ ಮತ್ತು ಕ್ರೀಡಾ ಇಲಾಖೆಯ ಸಹಾಯಕ ನಿರ್ದೇಶಕರು ಪ್ರಕಟಣೆಯಲ್ಲಿ ತಿಳಿಸಿದ್ದಾರೆ. ಕಾರ್ಯಕ್ರಮವನ್ನು ಜಿಲ್ಲಾ ಉಸ್ತುವಾರಿ ಸಚಿವರು ಉದ್ಘಾಟಿಸಲಿದ್ದು, ಶಾಸಕರು, ಸಂಸದರು ಹಾಗೂ ಜನಪ್ರತಿನಿಧಿಗಳು ಉಪಸ್ಥಿತರಿರಲಿದ್ದಾರೆ. ಮಹಿಳಾ ದಿನಾಚರಣೆಯ ಅಂಗವಾಗಿ ಈ ಕ್ರೀಡಾಕೂಟ ನಡೆಯಲಿದೆ. ಜಿಲ್ಲಾಡಳಿತ, ಜಿಲ್ಲಾ ಪಂಚಾಯತ್, ಯುವ ಸಬಲೀಕರಣ ಮತ್ತು ಕ್ರೀಡಾ ಇಲಾಖೆ ಹಾಗೂ ಮಹಿಳಾ ಮತ್ತು ಮಕ್ಕಳ ಅಭಿವೃದ್ಧಿ ಇಲಾಖೆ ಸಹಯೋಗದಲ್ಲಿ ಮಾ. 7ರ ಶುಕ್ರವಾರ ಬೆಳಗ್ಗೆ 9 ಗಂಟೆಗೆ ನಗರದ ಜಿಲ್ಲಾ ಕ್ರೀಡಾಂಗಣದಲ್ಲಿ ಜಿಲ್ಲಾ ಮಟ್ಟದ ಮಹಿಳಾ ಕ್ರೀಡಾಕೂಟವನ್ನು ಆಯೋಜಿಸಲಾಗಿದೆ. ಕ್ರೀಡಾಕೂಟದಲ್ಲಿ ಅಥ್ಲೆಟಿಕ್ಸ್, ಕಬಡ್ಡಿ, ಖೋ-ಖೋ, ವಾಲಿಬಾಲ್, ಥ್ರೋಬಾಲ್ ಸೇರಿದಂತೆ ವಿವಿಧ ಸ್ಪರ್ಧೆಗಳು ನಡೆಯಲಿವೆ. ಜಿಲ್ಲೆಯ ಎಲ್ಲಾ ತಾಲ್ಲೂಕುಗಳಿಂದ ಆಸಕ್ತ ಮಹಿಳಾ ಕ್ರೀಡಾಪಟುಗಳು ಭಾಗವಹಿಸಬಹುದು. ವಿಜೇತರಿಗೆ ಬಹುಮಾನ ಹಾಗೂ ಪ್ರಮಾಣಪತ್ರ ವಿತರಿಸಲಾಗುವುದು. ಆಸಕ್ತರು ಸ್ಥಳದಲ್ಲೇ ಹೆಸರು ನೋಂದಾಯಿಸಿಕೊಳ್ಳಬಹುದು ಎಂದು ಜಿಲ್ಲಾ ಯುವ ಸಬಲೀಕರಣ ಮತ್ತು ಕ್ರೀಡಾ ಇಲಾಖೆಯ ಸಹಾಯಕ ನಿರ್ದೇಶಕರು ಪ್ರಕಟಣೆಯಲ್ಲಿ ತಿಳಿಸಿದ್ದಾರೆ. ಕಾರ್ಯಕ್ರಮವನ್ನು ಜಿಲ್ಲಾ ಉಸ್ತುವಾರಿ ಸಚಿವರು ಉದ್ಘಾಟಿಸಲಿದ್ದು, ಶಾಸಕರು, ಸಂಸದರು ಹಾಗೂ ಜನಪ್ರತಿನಿಧಿಗಳು ಉಪಸ್ಥಿತರಿರಲಿದ್ದಾರೆ. ಮಹಿಳಾ ದಿನಾಚರಣೆಯ ಅಂಗವಾಗಿ ಈ ಕ್ರೀಡಾಕೂಟ ನಡೆಯಲಿದೆ. bbox=[756, 104, 936, 378]
farmers-body-left: ಶ್ರೀ ಸಿಮೆಂಟ್ ಲಿಮಿಟೆಡ್ ಕಂಪನಿಯ ಸ್ಥಾಪನೆಗಾಗಿ ಭೂಸ್ವಾಧೀನ ಪಡಿಸಿಕೊಂಡ ರೈತರಿಗೆ ಯಾವುದೇ ತಾರತಮ್ಯವಿಲ್ಲದೆ ಪರಿಹಾರ ನೀಡಲಾಗಿದೆ ಎಂದು ಬೃಹತ್ ಮತ್ತು ಮಧ್ಯಮ ಕೈಗಾರಿಕೆ ಸಚಿವ ಎಂ.ಬಿ.ಪಾಟೀಲ್ ತಿಳಿಸಿದರು. ವಿಧಾನ ಪರಿಷತ್ತಿನಲ್ಲಿ ಪ್ರಶ್ನೋತ್ತರ ವೇಳೆ ಉತ್ತರಿಸಿದ ಅವರು, ಭೂಮಿ ನೀಡಿದ ರೈತರಿಗೆ ಮಾರುಕಟ್ಟೆ ದರದಂತೆ ಪರಿಹಾರ ಪಾವತಿಸಲಾಗಿದೆ. ರಾಜ್ಯ ಉನ್ನತ ಮಟ್ಟದ ಏಕಗವಾಕ್ಷಿ ಸಮಿತಿಯ ಅನುಮೋದನೆಯಂತೆ ಪ್ರತಿ ಎಕರೆಗೆ ನಿಗದಿತ ಮೊತ್ತ ನೀಡಲಾಗಿದೆ. ಒಟ್ಟು 1348.38 ಎಕರೆ ಜಮೀನನ್ನು ಸ್ವಾಧೀನಪಡಿಸಿಕೊಳ್ಳಲಾಗಿದ್ದು, ರೈತರಿಗೆ ರೂ. 2.35 ಲಕ್ಷದಿಂದ 3.65 ಲಕ್ಷ ರೂ.ವರೆಗೆ ಪರಿಹಾರ ನೀಡಲಾಗಿದೆ ಎಂದರು. bbox=[184, 820, 276, 1010]
section-title: ಬೆಂ.ಗ್ರಾಮಾಂತರ-ರಾಮನಗರ bbox=[17, 31, 182, 52]
anniversary-body: ತುಮಕೂರು: ಶ್ರೀದೇವಿ ಶಿಕ್ಷಣ ಸಂಸ್ಥೆಯ ಐದನೇ ವರ್ಷದ ವಾರ್ಷಿಕೋತ್ಸವ ಅದ್ದೂರಿಯಾಗಿ ನಡೆಯಿತು. ವಿದ್ಯಾರ್ಥಿಗಳು ಸಾಂಸ್ಕೃತಿಕ ಕಾರ್ಯಕ್ರಮಗಳನ್ನು ನಡೆಸಿಕೊಟ್ಟರು. ಮುಖ್ಯ ಅತಿಥಿಗಳು ಸಂಸ್ಥೆಯ ಸಾಧನೆಯನ್ನು ಶ್ಲಾಘಿಸಿ, ಗುಣಮಟ್ಟದ ಶಿಕ್ಷಣ ನೀಡುತ್ತಿರುವುದಕ್ಕೆ ಅಭಿನಂದನೆ ಸಲ್ಲಿಸಿದರು. ಪೋಷಕರು ಹಾಗೂ ಶಿಕ್ಷಕರು ಭಾಗವಹಿಸಿದ್ದರು. ಶ್ರೀದೇವಿ ಶಿಕ್ಷಣ ಸಂಸ್ಥೆಯ ಐದನೇ ವರ್ಷದ ವಾರ್ಷಿಕೋತ್ಸವ ಅದ್ದೂರಿಯಾಗಿ ನಡೆಯಿತು. ವಿದ್ಯಾರ್ಥಿಗಳು ಸಾಂಸ್ಕೃತಿಕ ಕಾರ್ಯಕ್ರಮಗಳನ್ನು ನಡೆಸಿಕೊಟ್ಟರು. ಮುಖ್ಯ ಅತಿಥಿಗಳು ಸಂಸ್ಥೆಯ ಸಾಧನೆಯನ್ನು ಶ್ಲಾಘಿಸಿ, ಗುಣಮಟ್ಟದ ಶಿಕ್ಷಣ ನೀಡುತ್ತಿರುವುದಕ್ಕೆ ಅಭಿನಂದನೆ ಸಲ್ಲಿಸಿದರು. ಪೋಷಕರು ಹಾಗೂ ಶಿಕ್ಷಕರು ಭಾಗವಹಿಸಿದ್ದರು. bbox=[756, 950, 936, 1044]
farmers-body-right: ಮಾರುಕಟ್ಟೆ ದರ ನಿಗದಿಪಡಿಸಿ ಪ್ರತಿ ಎಕರೆಗೆ ರೂ. 8,00,000/- ಗಳ ಪರಿಹಾರ ನೀಡಲಾಗಿದೆ. ಭೂಸ್ವಾಧೀನ ಪ್ರಕ್ರಿಯೆಯಲ್ಲಿ ಪಾರದರ್ಶಕತೆ ಕಾಯ್ದುಕೊಳ್ಳಲಾಗಿದೆ. ಭೂಮಿ ಕಳೆದುಕೊಂಡ ಕುಟುಂಬಗಳಿಗೆ ಕಂಪನಿಯಲ್ಲಿ ಉದ್ಯೋಗ ನೀಡಲು ಸೂಚಿಸಲಾಗಿದೆ. ಈಗಾಗಲೇ 483 ಭೂ ಸಂತ್ರಸ್ತರಿಗೆ ಉದ್ಯೋಗ ಒದಗಿಸಲಾಗಿದೆ. ಉಳಿದವರಿಗೂ ಹಂತ ಹಂತವಾಗಿ ಉದ್ಯೋಗ ನೀಡಲು ಕ್ರಮ ಕೈಗೊಳ್ಳಲಾಗುವುದು. ರೈತರ ಹಿತ ಕಾಪಾಡಲು ಸರ್ಕಾರ ಬದ್ಧವಾಗಿದೆ ಎಂದು ಸಚಿವರು ಸ್ಪಷ್ಟಪಡಿಸಿದರು. ಮಾರುಕಟ್ಟೆ ದರ ನಿಗದಿಪಡಿಸಿ ಪ್ರತಿ ಎಕರೆಗೆ ರೂ. 8,00,000/- ಗಳ ಪರಿಹಾರ ನೀಡಲಾಗಿದೆ. ಭೂಸ್ವಾಧೀನ ಪ್ರಕ್ರಿಯೆಯಲ್ಲಿ ಪಾರದರ್ಶಕತೆ ಕಾಯ್ದುಕೊಳ್ಳಲಾಗಿದೆ. ಭೂಮಿ ಕಳೆದುಕೊಂಡ ಕುಟುಂಬಗಳಿಗೆ ಕಂಪನಿಯಲ್ಲಿ ಉದ್ಯೋಗ ನೀಡಲು ಸೂಚಿಸಲಾಗಿದೆ. ಈಗಾಗಲೇ 483 ಭೂ ಸಂತ್ರಸ್ತರಿಗೆ ಉದ್ಯೋಗ ಒದಗಿಸಲಾಗಿದೆ. ಉಳಿದವರಿಗೂ ಹಂತ ಹಂತವಾಗಿ ಉದ್ಯೋಗ ನೀಡಲು ಕ್ರಮ ಕೈಗೊಳ್ಳಲಾಗುವುದು. ರೈತರ ಹಿತ ಕಾಪಾಡಲು ಸರ್ಕಾರ ಬದ್ಧವಾಗಿದೆ ಎಂದು ಸಚಿವರು ಸ್ಪಷ್ಟಪಡಿಸಿದರು. bbox=[404, 880, 530, 1093]
smartcity-body: ಬೆಂಗಳೂರು: ಕೇಂದ್ರ ಹಾಗೂ ರಾಜ್ಯ ಸರ್ಕಾರಗಳ ಸ್ಮಾರ್ಟ್ ಸಿಟಿ ಯೋಜನೆಯಲ್ಲಿ ಅವ್ಯವಹಾರಗಳ ಬಗ್ಗೆ ದೂರುಗಳು ಬಂದಿದ್ದು, ಪರಿಶೀಲಿಸಿ ಅಗತ್ಯ ಕ್ರಮ ಕೈಗೊಳ್ಳಲಾಗುವುದು ಎಂದು ನಗರಾಭಿವೃದ್ಧಿ ಸಚಿವ ಬಿ.ಎಸ್.ಸುರೇಶ್ ತಿಳಿಸಿದರು. ವಿಧಾನ ಪರಿಷತ್ತಿನಲ್ಲಿ ಪ್ರಶ್ನೋತ್ತರ ವೇಳೆ ಸದಸ್ಯರ ಪ್ರಶ್ನೆಗೆ ಉತ್ತರಿಸಿದ ಅವರು, ರಾಜ್ಯದ 7 ನಗರಗಳಲ್ಲಿ ಸ್ಮಾರ್ಟ್ ಸಿಟಿ ಯೋಜನೆ ಅನುಷ್ಠಾನಗೊಳ್ಳುತ್ತಿದೆ. ಬೆಳಗಾವಿ, ದಾವಣಗೆರೆ, ಹುಬ್ಬಳ್ಳಿ-ಧಾರವಾಡ, ಮಂಗಳೂರು, ಶಿವಮೊಗ್ಗ, ತುಮಕೂರು ಹಾಗೂ ಬೆಂಗಳೂರು ನಗರಗಳಲ್ಲಿ ಕಾಮಗಾರಿಗಳು ನಡೆಯುತ್ತಿವೆ. ಯೋಜನೆಗೆ ಒಟ್ಟು ರೂ. 6854.5 ಕೋಟಿ ಅನುದಾನ ಮಂಜೂರಾಗಿದ್ದು, ಈ ಪೈಕಿ ರೂ. 6472.08 ಕೋಟಿ ವೆಚ್ಚ ಮಾಡಲಾಗಿದೆ ಎಂದು ತಿಳಿಸಿದರು. bbox=[600, 1190, 740, 1316]
puc-headline: ದ್ವಿತೀಯ ಪಿ.ಯು ಪರೀಕ್ಷೆ: 205 ವಿದ್ಯಾರ್ಥಿಗಳು ಹಾಜರು bbox=[756, 535, 896, 567]
jobs-headline: ಆರು ಲಕ್ಷ ಉದ್ಯೋಗಾವಕಾಶ bbox=[390, 289, 498, 303]
member-photo bbox=[8, 946, 182, 1130]
jobs-box bbox=[358, 284, 530, 822]
anniversary-headline: 5ನೇ ವರ್ಷದ ವಾರ್ಷಿಕೋತ್ಸವ bbox=[756, 931, 882, 946]
farmers-callout: ರೈತರಿಗೆ ಯಾವುದೇ ತಾರತಮ್ಯವಿಲ್ಲದೆ ಪರಿಹಾರ ನೀಡಲಾಗಿದೆ bbox=[280, 820, 526, 848]
brand-part2: ಮುಗಿಲು bbox=[782, 8, 833, 29]
sun-icon bbox=[762, 16, 776, 24]
ekhata-body: ಬೆಂಗಳೂರು: ಪ್ರಸ್ತುತ ಅನಧಿಕೃತ ಸ್ವತ್ತುಗಳನ್ನು ಆಸ್ತಿ ತೆರಿಗೆ ವ್ಯಾಪ್ತಿಗೆ ಒಳಪಡಿಸಿ ಇ-ಖಾತೆ ನೀಡಲು ಕ್ರಮ ವಹಿಸಲಾಗುತ್ತಿದೆ ಎಂದು ಪೌರಾಡಳಿತ ಮತ್ತು ಹಜ್ ಸಚಿವ ರಹೀಂಖಾನ್ ತಿಳಿಸಿದರು. ವಿಧಾನ ಪರಿಷತ್ತಿನಲ್ಲಿ ಪ್ರಶ್ನೋತ್ತರ ವೇಳೆ ಸದಸ್ಯರ ಪ್ರಶ್ನೆಗೆ ಉತ್ತರಿಸಿದ ಅವರು, ಕರ್ನಾಟಕ ಮುನಿಸಿಪಲ್ ಕಾಯ್ದೆಗಳ ತಿದ್ದುಪಡಿ ಮೂಲಕ ಈ ಕ್ರಮ ಕೈಗೊಳ್ಳಲಾಗಿದೆ. 2025ರ ಫೆಬ್ರವರಿ 17ರಿಂದ ಮೇ 10ರವರೆಗೆ ಅಭಿಯಾನ ನಡೆಸಲಾಗುತ್ತಿದೆ. ಈ ಅವಧಿಯಲ್ಲಿ ಸ್ವತ್ತಿನ ಮಾಲೀಕರು ಅಗತ್ಯ ದಾಖಲೆಗಳನ್ನು ಸಲ್ಲಿಸಿ ಇ-ಖಾತೆ ಪಡೆಯಬಹುದು. ಇದರಿಂದ ಸ್ಥಳೀಯ ಸಂಸ್ಥೆಗಳ ಆದಾಯ ಹೆಚ್ಚಾಗಲಿದೆ ಹಾಗೂ ನಾಗರಿಕರಿಗೆ ಅನುಕೂಲವಾಗಲಿದೆ ಎಂದು ತಿಳಿಸಿದರು. bbox=[8, 700, 180, 805]
documents-body: ಬೆಂಗಳೂರು: ಉಪಮುಖ್ಯಮಂತ್ರಿ, ಗೃಹಮಂತ್ರಿಗಳು, ಕಂದಾಯ ಸಚಿವರು, ಆರೋಗ್ಯ ಸಚಿವರು, ಅರಣ್ಯ ಸಚಿವರು ಹಾಗೂ ಇತರ ಸಚಿವರು ವಿಧಾನ ಪರಿಷತ್ತಿನಲ್ಲಿ ವಿವಿಧ ಇಲಾಖೆಗಳ ವಾರ್ಷಿಕ ವರದಿಗಳು ಹಾಗೂ ಕಾಗದಪತ್ರಗಳನ್ನು ಮಂಡಿಸಿದರು. ಕರ್ನಾಟಕ ರಾಜ್ಯ ಲೆಕ್ಕಪರಿಶೋಧನಾ ವರದಿ, ವಿವಿಧ ನಿಗಮ ಮಂಡಳಿಗಳ ವಾರ್ಷಿಕ ವರದಿಗಳು ಹಾಗೂ ಲೆಕ್ಕಪತ್ರಗಳನ್ನು ಸದನದ ಮುಂದೆ ಇಡಲಾಯಿತು. ಸಭಾಪತಿಗಳು ಕಾಗದಪತ್ರಗಳನ್ನು ಸ್ವೀಕರಿಸಿ ಮುಂದಿನ ಪರಿಶೀಲನೆಗೆ ಕಳುಹಿಸಿದರು. bbox=[186, 674, 354, 747]
bagepalli-body: ಬಾಗೇಪಲ್ಲಿ ತಾಲ್ಲೂಕು ಕ್ರೀಡಾಂಗಣದ ಸೌಲಭ್ಯಗಳ ಉನ್ನತೀಕರಣಕ್ಕಾಗಿ 2024-25ನೇ ಸಾಲಿನಲ್ಲಿ ರೂ. 300.00 ಲಕ್ಷಗಳ ಅನುದಾನ ಮಂಜೂರು ಮಾಡಲಾಗಿದೆ ಎಂದು ಕ್ರೀಡಾ ಸಚಿವರು ವಿಧಾನಸಭೆಯಲ್ಲಿ ಉತ್ತರಿಸಿದರು. ಶಾಸಕ ಎಸ್.ಎನ್.ಸುಬ್ಬಾರೆಡ್ಡಿ ಅವರ ಪ್ರಶ್ನೆಗೆ ಉತ್ತರಿಸಿದ ಅವರು, ಕ್ರೀಡಾಂಗಣದಲ್ಲಿ ಸಿಂಥೆಟಿಕ್ ಟ್ರ್ಯಾಕ್, ಒಳಾಂಗಣ ಕ್ರೀಡಾಂಗಣ, ಈಜುಕೊಳ ಹಾಗೂ ಇತರ ಸೌಲಭ್ಯಗಳನ್ನು ಕಲ್ಪಿಸಲು ಕ್ರಮ ಕೈಗೊಳ್ಳಲಾಗಿದೆ. ಕಾಮಗಾರಿಯನ್ನು ಶೀಘ್ರದಲ್ಲಿ ಪೂರ್ಣಗೊಳಿಸಲಾಗುವುದು. ತಾಲ್ಲೂಕು ಮಟ್ಟದಲ್ಲಿ ಕ್ರೀಡಾಪಟುಗಳಿಗೆ ತರಬೇತಿ ನೀಡಲು ತರಬೇತುದಾರರನ್ನು ನೇಮಿಸಲಾಗುವುದು ಎಂದು ತಿಳಿಸಿದರು. ಬಾಗೇಪಲ್ಲಿ ತಾಲ್ಲೂಕು ಕ್ರೀಡಾಂಗಣದ ಸೌಲಭ್ಯಗಳ ಉನ್ನತೀಕರಣಕ್ಕಾಗಿ 2024-25ನೇ ಸಾಲಿನಲ್ಲಿ ರೂ. 300.00 ಲಕ್ಷಗಳ ಅನುದಾನ ಮಂಜೂರು ಮಾಡಲಾಗಿದೆ ಎಂದು ಕ್ರೀಡಾ ಸಚಿವರು ವಿಧಾನಸಭೆಯಲ್ಲಿ ಉತ್ತರಿಸಿದರು. ಶಾಸಕ ಎಸ್.ಎನ್.ಸುಬ್ಬಾರೆಡ್ಡಿ ಅವರ ಪ್ರಶ್ನೆಗೆ ಉತ್ತರಿಸಿದ ಅವರು, ಕ್ರೀಡಾಂಗಣದಲ್ಲಿ ಸಿಂಥೆಟಿಕ್ ಟ್ರ್ಯಾಕ್, ಒಳಾಂಗಣ ಕ್ರೀಡಾಂಗಣ, ಈಜುಕೊಳ ಹಾಗೂ ಇತರ ಸೌಲಭ್ಯಗಳನ್ನು ಕಲ್ಪಿಸಲು ಕ್ರಮ ಕೈಗೊಳ್ಳಲಾಗಿದೆ. ಕಾಮಗಾರಿಯನ್ನು ಶೀಘ್ರದಲ್ಲಿ ಪೂರ್ಣಗೊಳಿಸಲಾಗುವುದು. ತಾಲ್ಲೂಕು ಮಟ್ಟದಲ್ಲಿ ಕ್ರೀಡಾಪಟುಗಳಿಗೆ ತರಬೇತಿ ನೀಡಲು ತರಬೇತುದಾರರನ್ನು ನೇಮಿಸಲಾಗುವುದು ಎಂದು ತಿಳಿಸಿದರು. bbox=[186, 338, 354, 551]
minister-photo bbox=[746, 1192, 936, 1486]
lead-headline: ಕರಾವಳಿ ಕರ್ನಾಟಕದ ಪ್ರವಾಸೋದ್ಯಮಕ್ಕೆ ವಿಶೇಷ ಗಮನ bbox=[146, 90, 606, 121]
bagepalli-headline: ಬಾಗೇಪಲ್ಲಿ ತಾಲ್ಲೂಕು ಕ್ರೀಡಾಂಗಣದ ಸೌಲಭ್ಯಗಳ ಉನ್ನತೀಕರಣ bbox=[202, 285, 338, 315]
health-body: ಹುಲಿಯೂರು: ಆರೋಗ್ಯ ಇಲಾಖೆಯಿಂದ ಪೌಷ್ಟಿಕ ಆಹಾರ ಹಾಗೂ ಆರೋಗ್ಯ ಜಾಗೃತಿ ಕುರಿತು ಶಾಲಾ ವಿದ್ಯಾರ್ಥಿಗಳಿಗೆ ಪ್ರಬಂಧ ಸ್ಪರ್ಧೆ ಆಯೋಜಿಸಲಾಗಿತ್ತು. ಸ್ಪರ್ಧೆಯಲ್ಲಿ ತಾಲ್ಲೂಕಿನ ವಿವಿಧ ಶಾಲೆಗಳ ವಿದ್ಯಾರ್ಥಿಗಳು ಉತ್ಸಾಹದಿಂದ ಭಾಗವಹಿಸಿದರು. ವಿಜೇತ ವಿದ್ಯಾರ್ಥಿಗಳಿಗೆ ಬಹುಮಾನ ಹಾಗೂ ಪ್ರಮಾಣಪತ್ರ ವಿತರಿಸಲಾಯಿತು. ತಾಲ್ಲೂಕು ಆರೋಗ್ಯಾಧಿಕಾರಿ ಮಾತನಾಡಿ, ವಿದ್ಯಾರ್ಥಿಗಳು ಆರೋಗ್ಯಕರ ಜೀವನಶೈಲಿ ಅಳವಡಿಸಿಕೊಳ್ಳಬೇಕು ಎಂದು ಸಲಹೆ ನೀಡಿದರು. ಶಿಕ್ಷಕರು ಹಾಗೂ ಆರೋಗ್ಯ ಸಿಬ್ಬಂದಿ ಉಪಸ್ಥಿತರಿದ್ದರು. ಆರೋಗ್ಯ ಇಲಾಖೆಯಿಂದ ಪೌಷ್ಟಿಕ ಆಹಾರ ಹಾಗೂ ಆರೋಗ್ಯ ಜಾಗೃತಿ ಕುರಿತು ಶಾಲಾ ವಿದ್ಯಾರ್ಥಿಗಳಿಗೆ ಪ್ರಬಂಧ ಸ್ಪರ್ಧೆ ಆಯೋಜಿಸಲಾಗಿತ್ತು. ಸ್ಪರ್ಧೆಯಲ್ಲಿ ತಾಲ್ಲೂಕಿನ ವಿವಿಧ ಶಾಲೆಗಳ ವಿದ್ಯಾರ್ಥಿಗಳು ಉತ್ಸಾಹದಿಂದ ಭಾಗವಹಿಸಿದರು. ವಿಜೇತ ವಿದ್ಯಾರ್ಥಿಗಳಿಗೆ ಬಹುಮಾನ ಹಾಗೂ ಪ್ರಮಾಣಪತ್ರ ವಿತರಿಸಲಾಯಿತು. ತಾಲ್ಲೂಕು ಆರೋಗ್ಯಾಧಿಕಾರಿ ಮಾತನಾಡಿ, ವಿದ್ಯಾರ್ಥಿಗಳು ಆರೋಗ್ಯಕರ ಜೀವನಶೈಲಿ ಅಳವಡಿಸಿಕೊಳ್ಳಬೇಕು ಎಂದು ಸಲಹೆ ನೀಡಿದರು. ಶಿಕ್ಷಕರು ಹಾಗೂ ಆರೋಗ್ಯ ಸಿಬ್ಬಂದಿ ಉಪಸ್ಥಿತರಿದ್ದರು. bbox=[756, 692, 936, 839]
liquor-headline: ಅಕ್ರಮ ಮದ್ಯ ಮಾರಾಟ ತಡೆಗೆ ಕ್ರಮ : ಸಚಿವ ಎಚ್.ಕೆ.ಪಾಟೀಲ್ bbox=[534, 701, 713, 733]
lead-kicker: ಕಲಾಪದಲ್ಲಿ ಸಚಿವ ಎಚ್.ಕೆ.ಪಾಟೀಲ್ ಹೇಳಿಕೆ bbox=[333, 68, 547, 86]
issue-day: ಬುಧವಾರ bbox=[840, 32, 866, 41]
